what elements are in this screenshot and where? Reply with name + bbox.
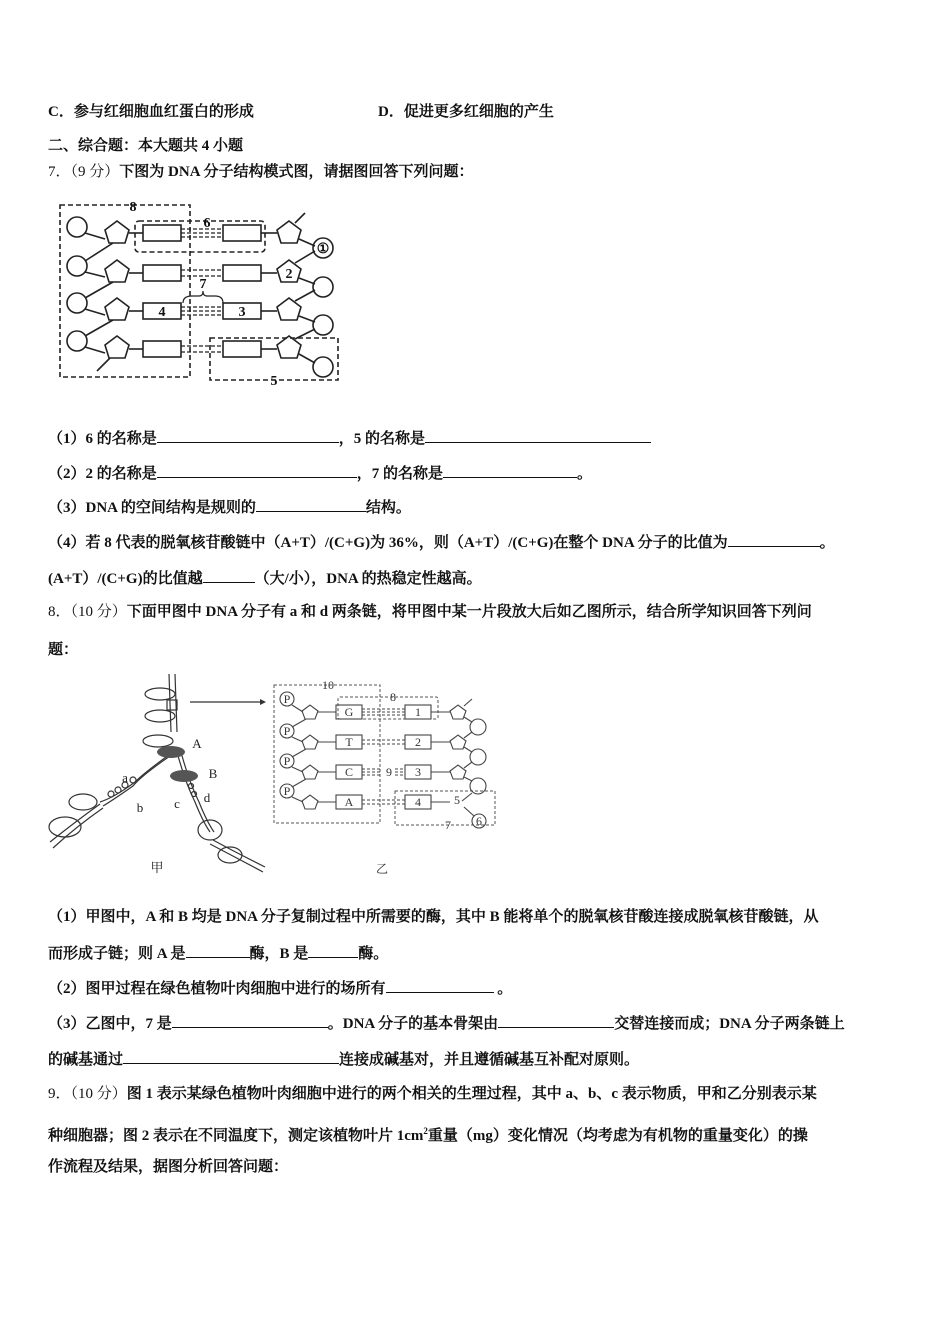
q9-superscript: 2 [423,1126,428,1136]
label-a: a [122,770,128,785]
q8-sub1-prompt: （1）甲图中，A 和 B 均是 DNA 分子复制过程中所需要的酶，其中 B 能将单个的脱氧核苷酸连接成脱氧核苷酸链，从 [48,909,819,925]
label-B: B [208,766,218,781]
q7-sub2-blank-1[interactable] [157,463,357,478]
q7-sub5 [48,568,482,589]
base-T: T [345,735,353,749]
q8-sub1-end: 酶。 [358,946,389,962]
base-1: 1 [415,705,421,719]
option-d-text: D．促进更多红细胞的产生 [378,104,554,120]
q8-sub1-prompt-3: 酶，B 是 [249,946,309,962]
q7-number: 7． [48,164,71,180]
base-4: 4 [415,795,421,809]
dna-segment-diagram [272,675,497,875]
label-9: 9 [386,765,392,779]
q8-score: （10 分） [70,604,127,620]
q9-stem-line-1 [48,1084,817,1104]
label-2: 2 [285,267,293,282]
q9-stem-line-3: 作流程及结果，据图分析回答问题： [48,1159,289,1175]
q7-sub3-end: 结构。 [365,500,411,516]
base-3: 3 [415,765,421,779]
q9-score: （10 分） [70,1086,127,1102]
label-7: 7 [445,818,451,832]
caption-yi: 乙 [375,862,389,875]
q7-stem-line [48,162,473,182]
label-4: 4 [158,305,166,320]
q9-number: 9． [48,1086,71,1102]
phosphate-label-4: P [283,784,291,798]
q8-figure-yi [272,675,497,875]
q7-sub1-blank-2[interactable] [425,428,651,443]
q9-stem-2b: 重量（mg）变化情况（均考虑为有机物的重量变化）的操 [427,1128,808,1144]
q7-sub4-end: 。 [819,535,835,551]
q8-sub3-blank-3[interactable] [123,1049,339,1064]
label-6: 6 [203,216,211,231]
label-b: b [136,800,144,815]
q7-stem: 下图为 DNA 分子结构模式图，请据图回答下列问题： [119,164,474,180]
q7-sub4 [48,532,835,553]
q8-stem-line-2: 题： [48,642,79,658]
q9-stem-line-2 [48,1121,808,1146]
q7-sub1-blank-1[interactable] [157,428,339,443]
q8-sub2 [48,978,512,999]
phosphate-label-3: P [283,754,291,768]
q8-sub3-blank-2[interactable] [498,1013,614,1028]
base-C: C [344,765,354,779]
q8-sub2-end: 。 [493,981,513,997]
q7-sub2 [48,463,592,484]
q7-sub2-blank-2[interactable] [443,463,577,478]
q8-stem-line [48,602,812,622]
q7-sub4-prompt: （4）若 8 代表的脱氧核苷酸链中（A+T）/(C+G)为 36%，则（A+T）/(C+G)在整个 DNA 分子的比值为 [48,535,728,551]
q8-sub1-prompt-2: 而形成子链；则 A 是 [48,946,186,962]
label-A: A [192,736,202,751]
label-5: 5 [270,374,278,389]
q7-sub3-blank[interactable] [256,497,366,512]
q8-figure-jia [45,672,270,877]
base-2: 2 [415,735,421,749]
q8-sub1-cont [48,943,388,964]
option-d [378,102,554,122]
phosphate-label-1: P [283,692,291,706]
q7-sub5-end: （大/小），DNA 的热稳定性越高。 [254,571,482,587]
q8-number: 8． [48,604,71,620]
label-c: c [174,796,180,811]
option-c [48,102,254,122]
dna-double-helix-diagram [55,195,345,395]
q7-sub1-prompt-2: ，5 的名称是 [338,431,426,447]
section-heading: 二、综合题：本大题共 4 小题 [48,138,244,154]
q7-dna-structure-figure [55,195,345,395]
label-5: 5 [454,793,460,807]
q8-sub3-cont [48,1049,639,1070]
q7-sub2-end: 。 [577,466,593,482]
label-d: d [203,790,211,805]
q7-sub1-prompt: （1）6 的名称是 [48,431,157,447]
q8-sub3-prompt-2: 。DNA 分子的基本骨架由 [327,1016,499,1032]
q8-sub3-prompt-4: 的碱基通过 [48,1052,124,1068]
q8-sub1-blank-1[interactable] [186,943,250,958]
q7-sub3-prompt: （3）DNA 的空间结构是规则的 [48,500,256,516]
q7-sub3 [48,497,411,518]
q9-stem-2a: 种细胞器；图 2 表示在不同温度下，测定该植物叶片 1cm [48,1128,424,1144]
q8-sub2-prompt: （2）图甲过程在绿色植物叶肉细胞中进行的场所有 [48,981,386,997]
label-8: 8 [390,690,396,704]
label-7: 7 [199,277,207,292]
base-G: G [344,705,354,719]
base-A: A [344,795,354,809]
q7-sub2-prompt-2: ，7 的名称是 [356,466,444,482]
q7-score: （9 分） [70,164,120,180]
label-6: 6 [476,814,482,828]
q8-sub2-blank[interactable] [386,978,494,993]
q8-sub3-prompt-3: 交替连接而成；DNA 分子两条链上 [614,1016,845,1032]
arrow-icon [260,699,266,705]
q8-stem: 下面甲图中 DNA 分子有 a 和 d 两条链，将甲图中某一片段放大后如乙图所示，结合所学知识回答下列问 [126,604,812,620]
q8-sub3-prompt: （3）乙图中，7 是 [48,1016,172,1032]
q7-sub4-blank[interactable] [728,532,820,547]
dna-replication-fork-diagram [45,672,270,877]
q7-sub5-blank[interactable] [203,568,255,583]
q7-sub5-prompt: (A+T）/(C+G)的比值越 [48,571,203,587]
q9-stem-1: 图 1 表示某绿色植物叶肉细胞中进行的两个相关的生理过程，其中 a、b、c 表示物质，甲和乙分别表示某 [126,1086,817,1102]
enzyme-b-icon [170,770,198,782]
q8-sub3-blank-1[interactable] [172,1013,328,1028]
q8-sub1 [48,907,818,927]
q7-sub1 [48,428,651,449]
label-1: ① [316,242,330,257]
enzyme-a-icon [157,746,185,758]
option-c-text: C．参与红细胞血红蛋白的形成 [48,104,254,120]
q7-sub2-prompt: （2）2 的名称是 [48,466,157,482]
phosphate-label-2: P [283,724,291,738]
label-10: 10 [322,678,334,692]
q8-sub3-end: 连接成碱基对，并且遵循碱基互补配对原则。 [339,1052,640,1068]
q8-sub3 [48,1013,845,1034]
label-8: 8 [129,200,137,215]
caption-jia: 甲 [150,860,164,875]
label-3: 3 [238,305,246,320]
q8-sub1-blank-2[interactable] [308,943,358,958]
